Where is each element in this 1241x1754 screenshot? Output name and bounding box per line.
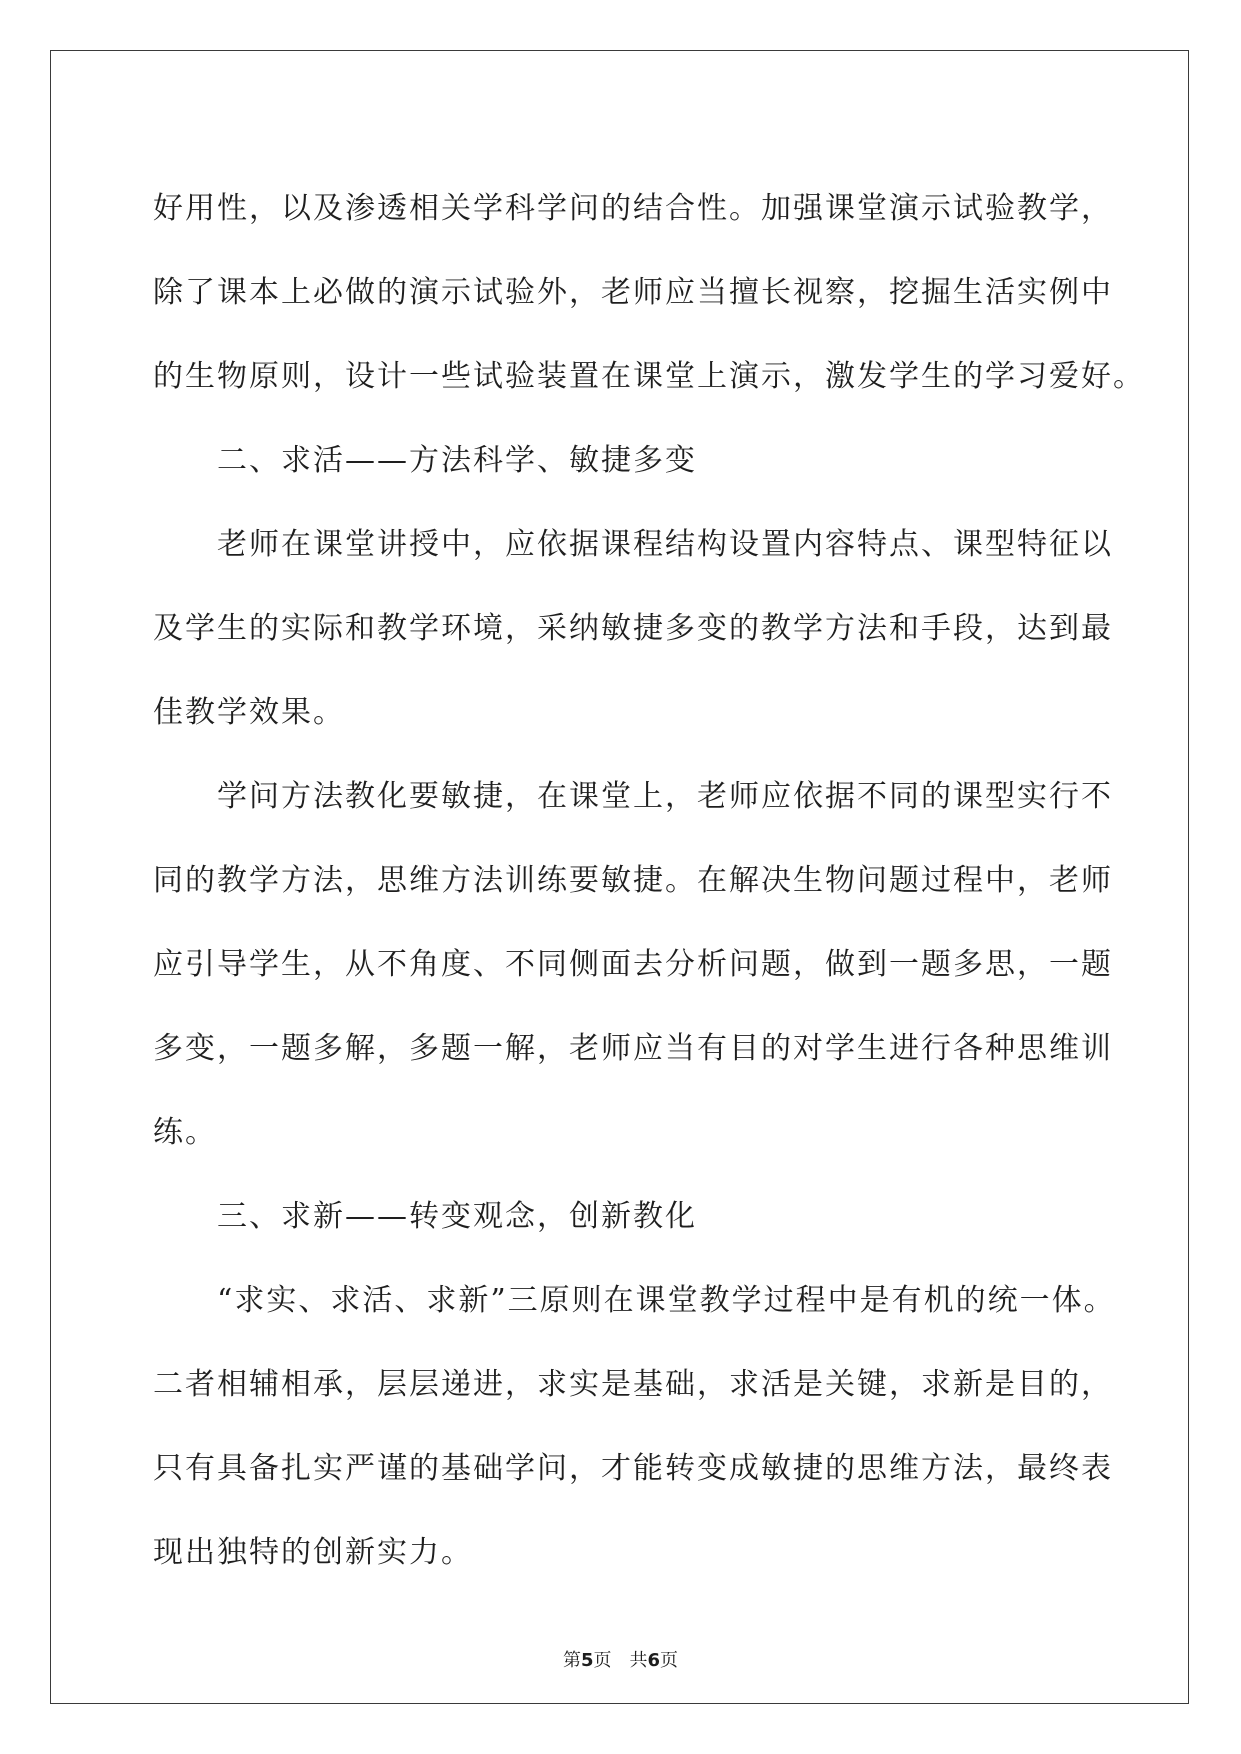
text-line: 同的教学方法，思维方法训练要敏捷。在解决生物问题过程中，老师 <box>153 863 1113 898</box>
section-heading-3: 三、求新——转变观念，创新教化 <box>217 1199 697 1234</box>
page-footer <box>0 1646 1241 1672</box>
text-line: 只有具备扎实严谨的基础学问，才能转变成敏捷的思维方法，最终表 <box>153 1451 1113 1486</box>
text-line: 现出独特的创新实力。 <box>153 1535 473 1570</box>
text-line: 多变，一题多解，多题一解，老师应当有目的对学生进行各种思维训 <box>153 1031 1113 1066</box>
page-label-suffix: 页 <box>660 1650 679 1671</box>
text-line: 及学生的实际和教学环境，采纳敏捷多变的教学方法和手段，达到最 <box>153 611 1113 646</box>
text-line: “求实、求活、求新”三原则在课堂教学过程中是有机的统一体。 <box>217 1283 1116 1318</box>
document-body <box>153 167 1145 1595</box>
text-line: 应引导学生，从不角度、不同侧面去分析问题，做到一题多思，一题 <box>153 947 1113 982</box>
text-line: 除了课本上必做的演示试验外，老师应当擅长视察，挖掘生活实例中 <box>153 275 1113 310</box>
text-line: 老师在课堂讲授中，应依据课程结构设置内容特点、课型特征以 <box>217 527 1113 562</box>
text-line: 练。 <box>153 1115 217 1150</box>
text-line: 佳教学效果。 <box>153 695 345 730</box>
page-total-number: 6 <box>647 1650 661 1671</box>
page-label-mid: 页 共 <box>593 1650 648 1671</box>
page-current-number: 5 <box>580 1650 594 1671</box>
page-label-prefix: 第 <box>562 1650 581 1671</box>
text-line: 学问方法教化要敏捷，在课堂上，老师应依据不同的课型实行不 <box>217 779 1113 814</box>
text-line: 好用性，以及渗透相关学科学问的结合性。加强课堂演示试验教学， <box>153 191 1113 226</box>
text-line: 的生物原则，设计一些试验装置在课堂上演示，激发学生的学习爱好。 <box>153 359 1145 394</box>
section-heading-2: 二、求活——方法科学、敏捷多变 <box>217 443 697 478</box>
text-line: 二者相辅相承，层层递进，求实是基础，求活是关键，求新是目的， <box>153 1367 1113 1402</box>
